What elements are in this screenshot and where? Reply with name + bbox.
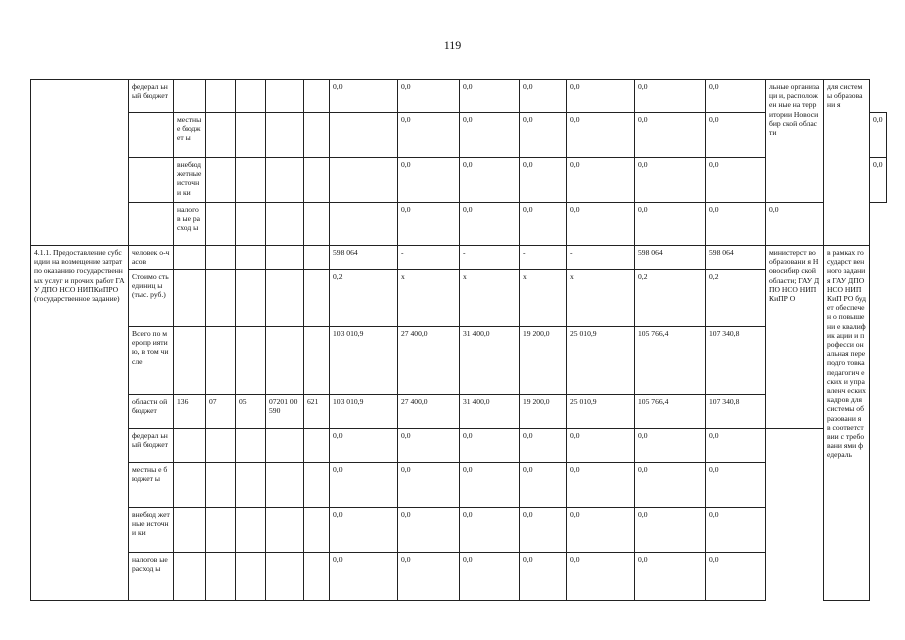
table-cell — [206, 463, 236, 508]
table-cell — [304, 327, 330, 395]
table-cell: 0,0 — [567, 429, 635, 463]
table-cell: 0,0 — [460, 463, 520, 508]
table-cell — [266, 327, 304, 395]
table-cell: 0,0 — [635, 203, 706, 246]
table-cell: 0,0 — [870, 158, 887, 203]
table-cell: 621 — [304, 395, 330, 429]
table-cell: 05 — [236, 395, 266, 429]
table-cell: 0,0 — [330, 508, 398, 553]
table-cell: х — [398, 270, 460, 327]
table-cell — [129, 203, 174, 246]
table-cell: 0,0 — [706, 113, 766, 158]
table-cell — [330, 203, 398, 246]
table-cell: 0,0 — [330, 429, 398, 463]
table-cell: 0,0 — [567, 203, 635, 246]
table-cell: - — [460, 246, 520, 270]
table-cell: 0,0 — [520, 158, 567, 203]
table-cell: 0,0 — [330, 80, 398, 113]
table-cell: - — [398, 246, 460, 270]
table-row — [31, 270, 887, 327]
table-row — [31, 463, 887, 508]
table-cell: 0,0 — [567, 463, 635, 508]
table-cell: 0,0 — [706, 203, 766, 246]
table-cell — [266, 508, 304, 553]
table-row — [31, 395, 887, 429]
page-number: 119 — [443, 38, 462, 52]
table-cell: 0,0 — [706, 158, 766, 203]
table-cell: х — [567, 270, 635, 327]
table-cell: 0,0 — [567, 158, 635, 203]
table-cell: 0,0 — [398, 158, 460, 203]
table-cell — [174, 463, 206, 508]
table-cell — [266, 158, 304, 203]
table-cell: 0,0 — [520, 113, 567, 158]
table-cell: 0,0 — [398, 80, 460, 113]
table-cell: областн ой бюджет — [129, 395, 174, 429]
table-cell: 0,0 — [520, 508, 567, 553]
table-cell: - — [520, 246, 567, 270]
table-cell — [129, 158, 174, 203]
table-row — [31, 203, 887, 246]
table-cell: 0,0 — [635, 158, 706, 203]
table-cell — [330, 113, 398, 158]
table-cell — [236, 203, 266, 246]
table-cell: 0,0 — [706, 429, 766, 463]
table-cell — [236, 246, 266, 270]
table-cell: 31 400,0 — [460, 327, 520, 395]
table-cell: 598 064 — [330, 246, 398, 270]
table-cell — [304, 203, 330, 246]
table-cell: 0,0 — [706, 463, 766, 508]
table-cell: 598 064 — [635, 246, 706, 270]
table-cell: х — [460, 270, 520, 327]
table-cell: федерал ьный бюджет — [129, 80, 174, 113]
table-cell: 19 200,0 — [520, 327, 567, 395]
table-cell: 0,0 — [460, 203, 520, 246]
table-cell — [236, 553, 266, 601]
table-cell: х — [520, 270, 567, 327]
table-cell: 0,0 — [520, 463, 567, 508]
table-cell: 105 766,4 — [635, 327, 706, 395]
table-cell — [304, 508, 330, 553]
table-cell: Стоимо сть единиц ы (тыс. руб.) — [129, 270, 174, 327]
table-cell: 0,2 — [330, 270, 398, 327]
table-cell — [174, 429, 206, 463]
table-cell — [236, 508, 266, 553]
table-cell — [304, 80, 330, 113]
table-cell: 0,0 — [398, 429, 460, 463]
table-cell: 0,0 — [398, 508, 460, 553]
table-cell — [129, 113, 174, 158]
table-cell: внебюд жетные источни ки — [129, 508, 174, 553]
table-cell — [206, 203, 236, 246]
table-cell: 0,0 — [635, 429, 706, 463]
table-cell — [266, 553, 304, 601]
table-cell: человек о-часов — [129, 246, 174, 270]
table-cell: 19 200,0 — [520, 395, 567, 429]
table-cell: 136 — [174, 395, 206, 429]
table-cell: 0,0 — [330, 553, 398, 601]
table-cell: льные организаци и, расположен ные на территории Новосибир ской области — [766, 80, 824, 203]
table-cell — [304, 246, 330, 270]
table-cell — [236, 463, 266, 508]
table-cell — [236, 113, 266, 158]
table-row — [31, 113, 887, 158]
table-cell: 0,0 — [460, 80, 520, 113]
table-cell — [304, 463, 330, 508]
table-cell — [236, 80, 266, 113]
table-cell: 0,0 — [635, 80, 706, 113]
table-cell — [206, 158, 236, 203]
table-cell: 0,0 — [567, 508, 635, 553]
table-row — [31, 327, 887, 395]
table-cell — [206, 508, 236, 553]
table-cell: 0,0 — [398, 553, 460, 601]
table-cell — [206, 429, 236, 463]
table-cell — [236, 327, 266, 395]
table-row — [31, 80, 887, 113]
table-row — [31, 158, 887, 203]
table-cell: 0,0 — [706, 508, 766, 553]
table-cell — [174, 270, 206, 327]
table-cell: 0,0 — [520, 429, 567, 463]
table-cell: 0,0 — [635, 508, 706, 553]
table-cell — [174, 80, 206, 113]
table-cell — [266, 246, 304, 270]
table-cell — [206, 80, 236, 113]
table-cell: 07201 00590 — [266, 395, 304, 429]
table-cell — [266, 113, 304, 158]
table-cell: 0,0 — [870, 113, 887, 158]
table-row — [31, 508, 887, 553]
table-cell: 0,2 — [706, 270, 766, 327]
table-cell: 0,0 — [520, 80, 567, 113]
table-cell: 0,0 — [330, 463, 398, 508]
table-cell: налогов ые расход ы — [129, 553, 174, 601]
table-cell — [330, 158, 398, 203]
table-cell: 598 064 — [706, 246, 766, 270]
table-cell — [206, 246, 236, 270]
table-cell — [174, 327, 206, 395]
table-cell — [206, 113, 236, 158]
table-cell — [266, 270, 304, 327]
table-cell — [266, 429, 304, 463]
table-cell — [206, 553, 236, 601]
table-cell — [236, 270, 266, 327]
table-cell: 0,0 — [520, 553, 567, 601]
table-cell: местны е бюджет ы — [174, 113, 206, 158]
table-cell: 07 — [206, 395, 236, 429]
table-cell: 107 340,8 — [706, 395, 766, 429]
table-cell: в рамках государст венного задания ГАУ ДПО НСО НИПКиП РО будет обеспечен о повышени е квалифик ации и професси ональная переподго товка педагогич еских и управленч еских кадров для системы образовани я в соответст вии с требовани ями федераль — [824, 246, 870, 601]
table-cell: 0,0 — [398, 113, 460, 158]
table-cell: 0,0 — [567, 80, 635, 113]
table-cell — [174, 508, 206, 553]
table-cell — [304, 429, 330, 463]
table-cell: 0,0 — [460, 158, 520, 203]
table-cell: налогов ые расход ы — [174, 203, 206, 246]
table-cell — [304, 553, 330, 601]
table-cell — [304, 113, 330, 158]
table-cell: 0,0 — [706, 80, 766, 113]
table-cell: 27 400,0 — [398, 395, 460, 429]
table-cell: 0,0 — [635, 113, 706, 158]
table-cell: 25 010,9 — [567, 395, 635, 429]
program-table — [30, 79, 887, 601]
table-cell — [236, 158, 266, 203]
table-cell: для системы образовани я — [824, 80, 870, 246]
table-cell — [174, 553, 206, 601]
table-cell — [206, 327, 236, 395]
table-cell: - — [567, 246, 635, 270]
table-cell: 0,0 — [460, 113, 520, 158]
table-cell — [304, 270, 330, 327]
table-row — [31, 553, 887, 601]
table-cell: местны е бюджет ы — [129, 463, 174, 508]
table-cell — [236, 429, 266, 463]
table-cell: министерст во образовани я Новосибир ской области; ГАУ ДПО НСО НИПКиПР О — [766, 246, 824, 429]
table-cell: 105 766,4 — [635, 395, 706, 429]
table-cell: 0,0 — [567, 113, 635, 158]
table-row — [31, 429, 887, 463]
table-cell: 0,0 — [567, 553, 635, 601]
table-cell — [266, 463, 304, 508]
table-cell — [266, 203, 304, 246]
table-cell: 0,0 — [398, 203, 460, 246]
table-cell: 0,0 — [460, 553, 520, 601]
table-cell: 107 340,8 — [706, 327, 766, 395]
table-cell: 103 010,9 — [330, 327, 398, 395]
table-cell: 103 010,9 — [330, 395, 398, 429]
table-cell: 0,0 — [460, 508, 520, 553]
table-cell — [266, 80, 304, 113]
table-cell: 0,0 — [635, 463, 706, 508]
table-cell: внебюд жетные источни ки — [174, 158, 206, 203]
table-cell — [31, 80, 129, 246]
table-row — [31, 246, 887, 270]
table-cell: 0,0 — [635, 553, 706, 601]
table-cell: 4.1.1. Предоставление субсидии на возмещение затрат по оказанию государственных услуг и прочих работ ГАУ ДПО НСО НИПКиПРО (государственное задание) — [31, 246, 129, 601]
table-cell: федерал ьный бюджет — [129, 429, 174, 463]
table-cell — [206, 270, 236, 327]
table-cell: Всего по меропр иятию, в том числе — [129, 327, 174, 395]
table-cell: 0,0 — [398, 463, 460, 508]
table-cell: 0,0 — [766, 203, 824, 246]
table-cell: 0,0 — [460, 429, 520, 463]
table-cell — [304, 158, 330, 203]
table-cell: 31 400,0 — [460, 395, 520, 429]
table-cell: 0,2 — [635, 270, 706, 327]
table-cell: 0,0 — [706, 553, 766, 601]
table-cell: 0,0 — [520, 203, 567, 246]
table-cell — [174, 246, 206, 270]
table-cell: 27 400,0 — [398, 327, 460, 395]
table-cell: 25 010,9 — [567, 327, 635, 395]
